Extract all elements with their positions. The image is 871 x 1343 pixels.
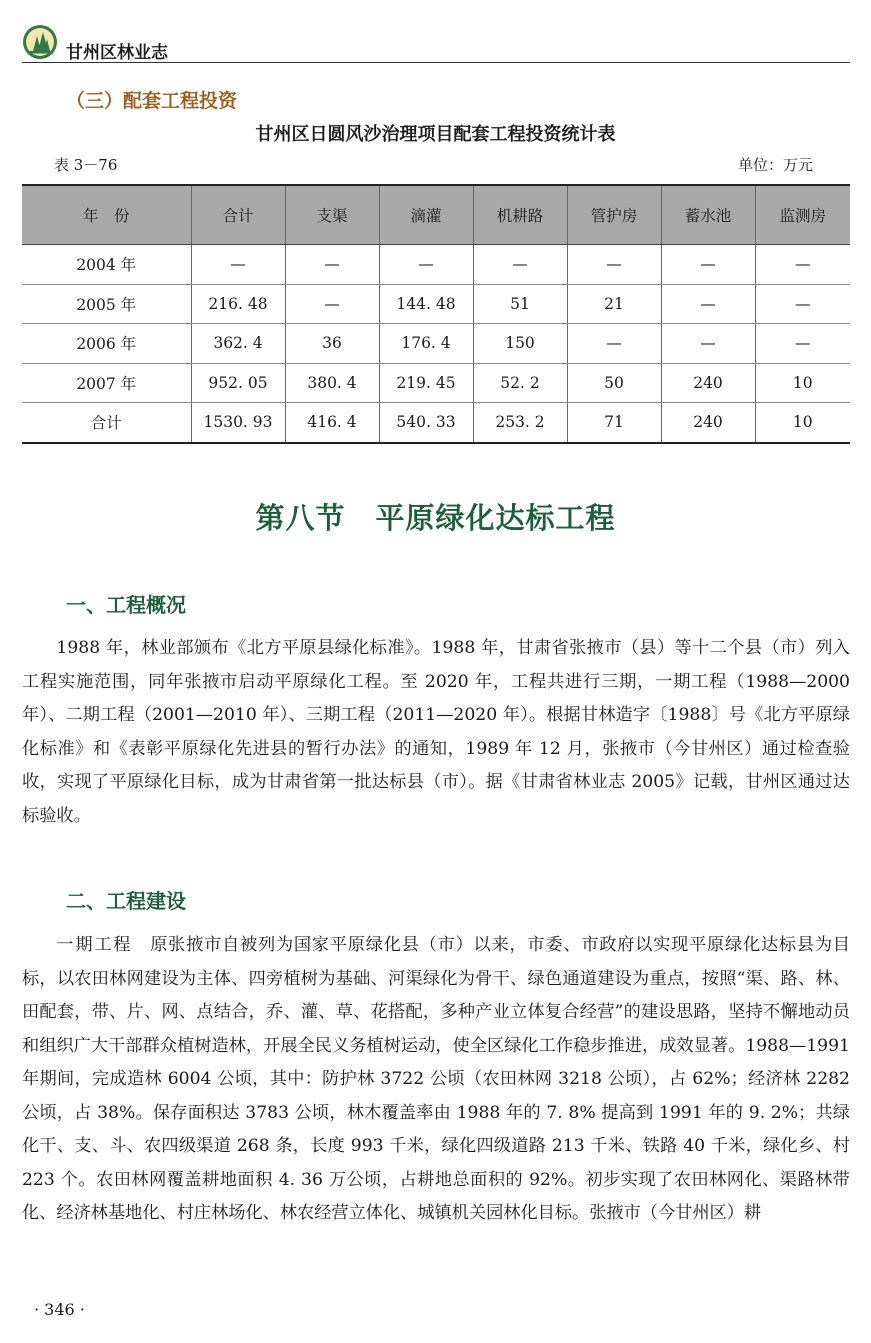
table-cell: 540. 33 [379, 403, 473, 443]
table-cell: — [755, 245, 850, 285]
table-cell: 144. 48 [379, 284, 473, 324]
table-cell: 362. 4 [191, 324, 285, 364]
header-rule [22, 62, 850, 63]
table-cell: 合计 [22, 403, 191, 443]
book-title: 甘州区林业志 [66, 43, 168, 63]
part2-paragraph [22, 929, 850, 1231]
part2-lead-term: 一期工程 [56, 935, 133, 955]
forest-logo-icon [22, 24, 58, 60]
section-title: 第八节 平原绿化达标工程 [255, 501, 616, 535]
table-unit: 单位：万元 [737, 156, 813, 174]
column-header: 滴灌 [379, 185, 473, 245]
part2-heading: 二、工程建设 [66, 889, 186, 913]
table-cell: — [755, 324, 850, 364]
table-row [22, 363, 850, 403]
part1-paragraph: 1988 年，林业部颁布《北方平原县绿化标准》。1988 年，甘肃省张掖市（县）等十二个县（市）列入工程实施范围，同年张掖市启动平原绿化工程。至 2020 年，工程共进行三期，一期工程（1988—2000 年）、二期工程（2001—2010 年）、三期工程（2011—2020 年）。根据甘林造字〔1988〕号《北方平原绿化标准》和《表彰平原绿化先进县的暂行办法》的通知，1989 年 12 月，张掖市（今甘州区）通过检查验收，实现了平原绿化目标，成为甘肃省第一批达标县（市）。据《甘肃省林业志 2005》记载，甘州区通过达标验收。 [22, 638, 850, 826]
table-cell: — [285, 284, 379, 324]
part1-heading: 一、工程概况 [66, 593, 186, 617]
table-cell: — [755, 284, 850, 324]
column-header: 机耕路 [473, 185, 567, 245]
table-total-row [22, 403, 850, 443]
table-cell: 10 [755, 403, 850, 443]
column-header: 监测房 [755, 185, 850, 245]
column-header: 支渠 [285, 185, 379, 245]
table-title: 甘州区日圆风沙治理项目配套工程投资统计表 [255, 124, 616, 145]
table-cell: 176. 4 [379, 324, 473, 364]
table-cell: — [567, 245, 661, 285]
table-cell: 219. 45 [379, 363, 473, 403]
column-header: 管护房 [567, 185, 661, 245]
page-number: · 346 · [34, 1300, 85, 1319]
column-header: 蓄水池 [661, 185, 755, 245]
table-cell: 1530. 93 [191, 403, 285, 443]
table-cell: 216. 48 [191, 284, 285, 324]
table-cell: 10 [755, 363, 850, 403]
table-header-row [22, 185, 850, 245]
table-cell: — [661, 324, 755, 364]
table-cell: 2007 年 [22, 363, 191, 403]
table-cell: 50 [567, 363, 661, 403]
table-cell: 71 [567, 403, 661, 443]
table-row [22, 245, 850, 285]
investment-table [22, 184, 850, 444]
table-cell: 2005 年 [22, 284, 191, 324]
table-cell: 2004 年 [22, 245, 191, 285]
table-cell: 52. 2 [473, 363, 567, 403]
table-cell: 240 [661, 363, 755, 403]
table-cell: 51 [473, 284, 567, 324]
table-row [22, 324, 850, 364]
table-cell: 240 [661, 403, 755, 443]
part2-text: 原张掖市自被列为国家平原绿化县（市）以来，市委、市政府以实现平原绿化达标县为目标，以农田林网建设为主体、四旁植树为基础、河渠绿化为骨干、绿色通道建设为重点，按照“渠、路、林、田配套，带、片、网、点结合，乔、灌、草、花搭配，多种产业立体复合经营”的建设思路，坚持不懈地动员和组织广大干部群众植树造林，开展全民义务植树运动，使全区绿化工作稳步推进，成效显著。1988—1991 年期间，完成造林 6004 公顷，其中：防护林 3722 公顷（农田林网 3218 公顷），占 62%；经济林 2282 公顷，占 38%。保存面积达 3783 公顷，林木覆盖率由 1988 年的 7. 8% 提高到 1991 年的 9. 2%；共绿化干、支、斗、农四级渠道 268 条，长度 993 千米，绿化四级道路 213 千米、铁路 40 千米，绿化乡、村 223 个。农田林网覆盖耕地面积 4. 36 万公顷，占耕地总面积的 92%。初步实现了农田林网化、渠路林带化、经济林基地化、村庄林场化、林农经营立体化、城镇机关园林化目标。张掖市（今甘州区）耕 [22, 935, 850, 1223]
table-cell: 150 [473, 324, 567, 364]
table-number: 表 3－76 [54, 156, 118, 174]
table-cell: 952. 05 [191, 363, 285, 403]
table-cell: — [661, 284, 755, 324]
table-cell: — [661, 245, 755, 285]
column-header: 合计 [191, 185, 285, 245]
page-header [22, 24, 850, 64]
table-cell: 21 [567, 284, 661, 324]
table-cell: 380. 4 [285, 363, 379, 403]
table-cell: 416. 4 [285, 403, 379, 443]
table-cell: — [379, 245, 473, 285]
table-cell: — [567, 324, 661, 364]
subsection-title: （三）配套工程投资 [66, 90, 238, 112]
table-cell: 36 [285, 324, 379, 364]
table-cell: 253. 2 [473, 403, 567, 443]
column-header: 年 份 [22, 185, 191, 245]
table-cell: — [285, 245, 379, 285]
table-cell: — [473, 245, 567, 285]
table-cell: — [191, 245, 285, 285]
table-row [22, 284, 850, 324]
table-cell: 2006 年 [22, 324, 191, 364]
